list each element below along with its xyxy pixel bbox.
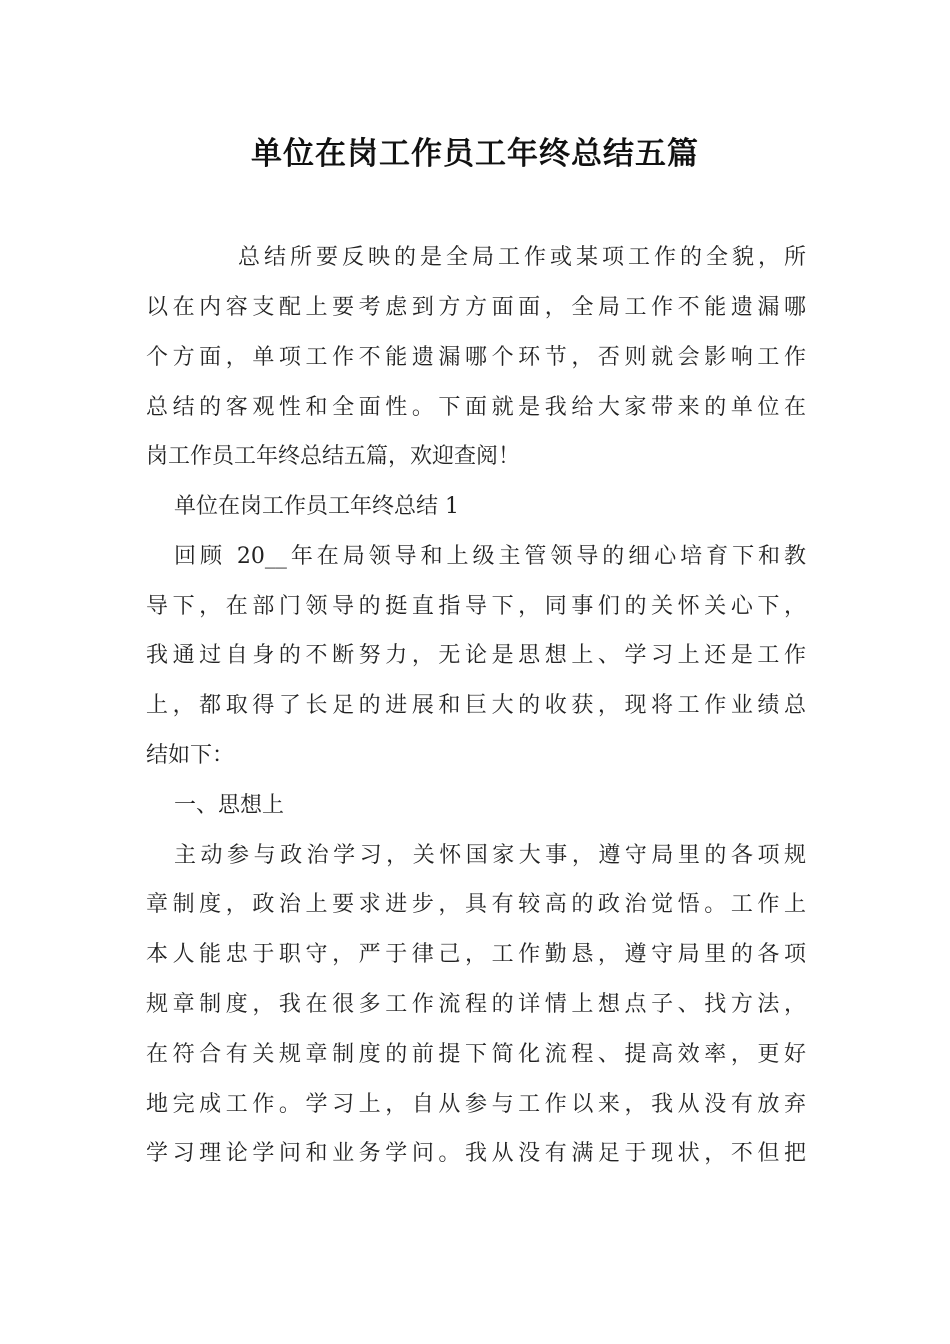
subheading: 一、思想上 [174, 793, 285, 818]
paragraph-line: 回顾 20__年在局领导和上级主管领导的细心培育下和教 [174, 544, 806, 569]
paragraph-line: 本人能忠于职守，严于律己，工作勤恳，遵守局里的各项 [146, 942, 806, 967]
paragraph-line: 学习理论学问和业务学问。我从没有满足于现状，不但把 [146, 1141, 806, 1166]
paragraph-line: 导下，在部门领导的挺直指导下，同事们的关怀关心下， [146, 594, 806, 619]
document-title: 单位在岗工作员工年终总结五篇 [251, 136, 699, 172]
section-title: 单位在岗工作员工年终总结 1 [174, 494, 459, 519]
paragraph-line: 结如下： [146, 743, 235, 768]
intro-line: 个方面，单项工作不能遗漏哪个环节，否则就会影响工作 [146, 345, 806, 370]
paragraph-line: 规章制度，我在很多工作流程的详情上想点子、找方法， [146, 992, 806, 1017]
paragraph-line: 我通过自身的不断努力，无论是思想上、学习上还是工作 [146, 643, 806, 668]
paragraph-line: 在符合有关规章制度的前提下简化流程、提高效率，更好 [146, 1042, 806, 1067]
intro-line: 以在内容支配上要考虑到方方面面，全局工作不能遗漏哪 [146, 295, 806, 320]
intro-line: 总结的客观性和全面性。下面就是我给大家带来的单位在 [146, 395, 806, 420]
paragraph-line: 章制度，政治上要求进步，具有较高的政治觉悟。工作上 [146, 892, 806, 917]
paragraph-line: 地完成工作。学习上，自从参与工作以来，我从没有放弃 [146, 1092, 806, 1117]
paragraph-line: 上，都取得了长足的进展和巨大的收获，现将工作业绩总 [146, 693, 806, 718]
intro-line: 总结所要反映的是全局工作或某项工作的全貌，所 [238, 245, 806, 270]
paragraph-line: 主动参与政治学习，关怀国家大事，遵守局里的各项规 [174, 843, 806, 868]
intro-line: 岗工作员工年终总结五篇，欢迎查阅！ [146, 444, 521, 469]
